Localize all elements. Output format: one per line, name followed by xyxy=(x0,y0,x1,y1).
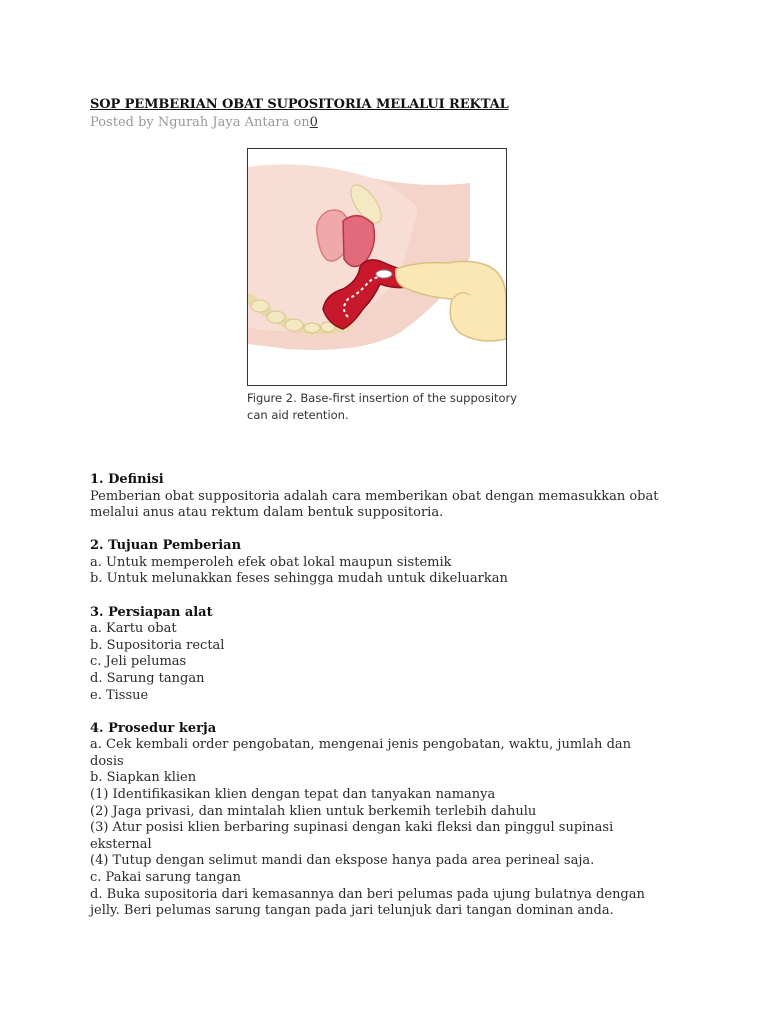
section-prosedur-kerja xyxy=(90,721,690,920)
list-item: d. Sarung tangan xyxy=(90,670,205,686)
list-item: c. Pakai sarung tangan xyxy=(90,869,242,885)
list-item: (1) Identifikasikan klien dengan tepat dan tanyakan namanya xyxy=(90,787,496,802)
byline xyxy=(90,114,690,132)
section-heading: 3. Persiapan alat xyxy=(90,604,213,620)
list-item: jelly. Beri pelumas sarung tangan pada jari telunjuk dari tangan dominan anda. xyxy=(90,903,614,919)
list-item: e. Tissue xyxy=(90,687,149,703)
caption-line-1: Figure 2. Base-first insertion of the suppository xyxy=(247,391,518,405)
list-item: (2) Jaga privasi, dan mintalah klien untuk berkemih terlebih dahulu xyxy=(90,803,537,819)
section-tujuan xyxy=(90,538,690,588)
section-heading: 4. Prosedur kerja xyxy=(90,720,217,736)
comment-count-link[interactable]: 0 xyxy=(309,115,318,130)
figure-caption xyxy=(247,390,527,424)
list-item: d. Buka supositoria dari kemasannya dan beri pelumas pada ujung bulatnya dengan xyxy=(90,886,645,902)
list-item: eksternal xyxy=(90,836,152,852)
paragraph-line: Pemberian obat suppositoria adalah cara memberikan obat dengan memasukkan obat xyxy=(90,488,659,504)
section-heading: 2. Tujuan Pemberian xyxy=(90,538,242,554)
list-item: b. Siapkan klien xyxy=(90,770,197,786)
byline-author: Posted by Ngurah Jaya Antara on xyxy=(90,115,310,130)
caption-line-2: can aid retention. xyxy=(247,408,349,422)
document xyxy=(90,96,690,919)
section-heading: 1. Definisi xyxy=(90,472,164,487)
list-item: a. Kartu obat xyxy=(90,621,177,637)
section-definisi xyxy=(90,472,690,522)
paragraph-line: melalui anus atau rektum dalam bentuk suppositoria. xyxy=(90,505,444,521)
suppository-insertion-illustration xyxy=(248,149,506,385)
list-item: a. Cek kembali order pengobatan, mengenai jenis pengobatan, waktu, jumlah dan xyxy=(90,737,632,753)
list-item: b. Supositoria rectal xyxy=(90,637,225,653)
article-body xyxy=(90,472,690,936)
list-item: dosis xyxy=(90,753,124,769)
list-item: (3) Atur posisi klien berbaring supinasi dengan kaki fleksi dan pinggul supinasi xyxy=(90,820,614,836)
section-persiapan-alat xyxy=(90,605,690,705)
article-title[interactable]: SOP PEMBERIAN OBAT SUPOSITORIA MELALUI REKTAL xyxy=(90,97,509,112)
list-item: b. Untuk melunakkan feses sehingga mudah untuk dikeluarkan xyxy=(90,571,508,587)
list-item: c. Jeli pelumas xyxy=(90,654,187,670)
list-item: a. Untuk memperoleh efek obat lokal maupun sistemik xyxy=(90,554,452,570)
anatomy-figure xyxy=(247,148,507,386)
list-item: (4) Tutup dengan selimut mandi dan ekspose hanya pada area perineal saja. xyxy=(90,853,595,869)
